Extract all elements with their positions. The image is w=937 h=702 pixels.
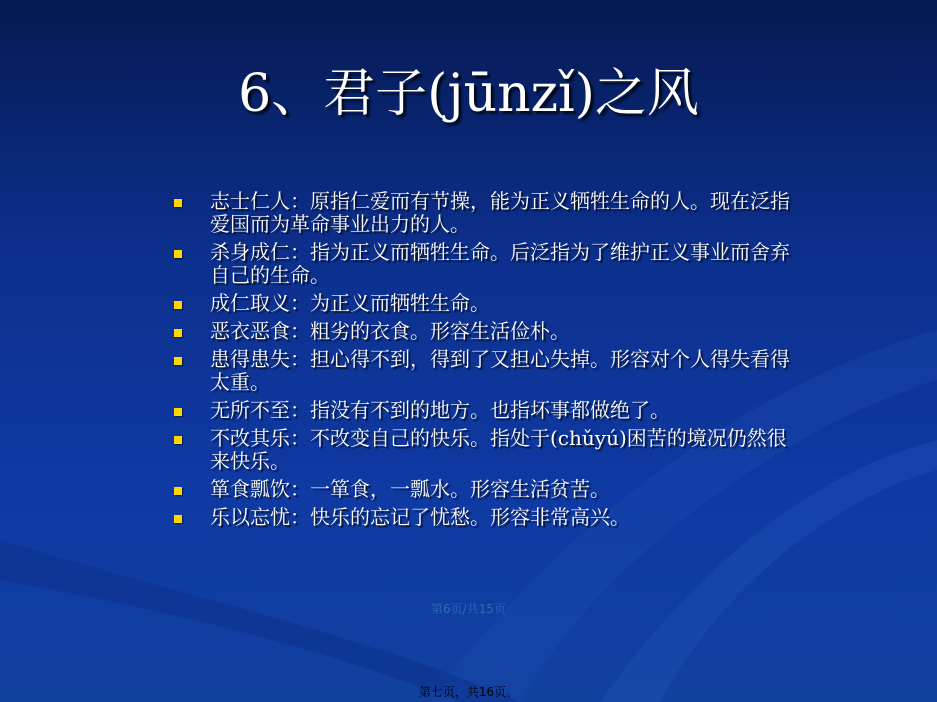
bullet-text: 患得患失：担心得不到，得到了又担心失掉。形容对个人得失看得太重。	[210, 347, 790, 394]
square-bullet-icon	[174, 329, 182, 337]
bullet-text: 志士仁人：原指仁爱而有节操，能为正义牺牲生命的人。现在泛指爱国而为革命事业出力的人。	[210, 189, 790, 236]
list-item	[174, 399, 794, 422]
square-bullet-icon	[174, 436, 182, 444]
slide-title: 6、君子(jūnzǐ)之风	[238, 64, 699, 124]
list-item	[174, 478, 794, 501]
bullet-text: 恶衣恶食：粗劣的衣食。形容生活俭朴。	[210, 319, 570, 343]
bullet-text: 无所不至：指没有不到的地方。也指坏事都做绝了。	[210, 398, 670, 422]
list-item	[174, 292, 794, 315]
square-bullet-icon	[174, 301, 182, 309]
square-bullet-icon	[174, 250, 182, 258]
bullet-text: 箪食瓢饮：一箪食，一瓢水。形容生活贫苦。	[210, 477, 610, 501]
list-item	[174, 320, 794, 343]
square-bullet-icon	[174, 487, 182, 495]
list-item	[174, 348, 794, 394]
bullet-text: 不改其乐：不改变自己的快乐。指处于(chǔyú)困苦的境况仍然很来快乐。	[210, 426, 787, 473]
bullet-text: 乐以忘忧：快乐的忘记了忧愁。形容非常高兴。	[210, 505, 630, 529]
bullet-text: 成仁取义：为正义而牺牲生命。	[210, 291, 490, 315]
square-bullet-icon	[174, 408, 182, 416]
square-bullet-icon	[174, 515, 182, 523]
list-item	[174, 190, 794, 236]
square-bullet-icon	[174, 199, 182, 207]
list-item	[174, 241, 794, 287]
square-bullet-icon	[174, 357, 182, 365]
page-footer: 第七页，共16页。	[418, 685, 519, 699]
list-item	[174, 506, 794, 529]
page-indicator: 第6页/共15页	[431, 602, 506, 616]
bullet-list	[174, 190, 794, 534]
list-item	[174, 427, 794, 473]
bullet-text: 杀身成仁：指为正义而牺牲生命。后泛指为了维护正义事业而舍弃自己的生命。	[210, 240, 790, 287]
